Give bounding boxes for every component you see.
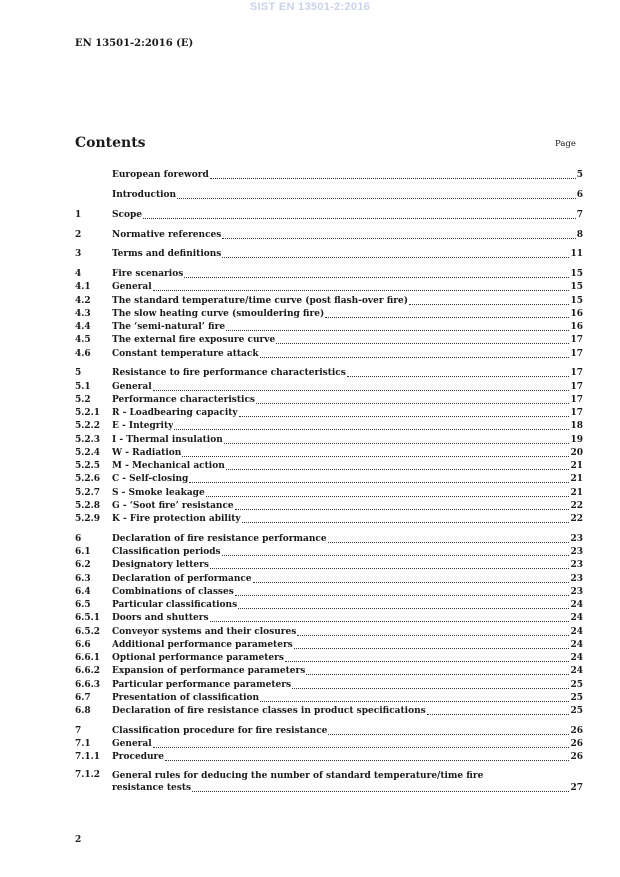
leader-dots [276, 343, 569, 344]
toc-entry-page: 6 [576, 190, 583, 200]
toc-entry-number: 7.1.1 [75, 752, 101, 763]
toc-entry[interactable] [75, 651, 583, 664]
toc-entry-page: 25 [570, 692, 583, 703]
toc-entry-title: Classification procedure for fire resistance [112, 725, 328, 736]
leader-dots [184, 277, 569, 278]
toc-entry-page: 23 [570, 533, 583, 544]
leader-dots [253, 582, 570, 583]
toc-entry[interactable] [75, 545, 583, 558]
toc-entry-page: 15 [570, 295, 583, 306]
toc-entry-page: 17 [570, 348, 583, 359]
toc-entry-title: S - Smoke leakage [112, 487, 205, 498]
toc-entry-page: 15 [570, 282, 583, 293]
toc-entry-title: European foreword [112, 170, 209, 181]
toc-entry-title: Terms and definitions [112, 249, 222, 260]
leader-dots [143, 218, 576, 219]
toc-entry-page: 23 [570, 586, 583, 597]
toc-entry-page: 24 [570, 626, 583, 637]
leader-dots [192, 791, 569, 792]
toc-entry-page: 11 [570, 249, 583, 260]
toc-entry-title: Procedure [112, 752, 165, 763]
toc-entry-number: 4.5 [75, 335, 91, 346]
toc-entry-page: 16 [570, 322, 583, 332]
toc-entry-title: Doors and shutters [112, 613, 209, 624]
toc-entry-title: Designatory letters [112, 560, 209, 571]
toc-entry-title: The external fire exposure curve [112, 335, 276, 346]
toc-entry-title: Resistance to fire performance characteristics [112, 368, 346, 379]
toc-entry-page: 26 [570, 752, 583, 763]
toc-entry-page: 21 [570, 487, 583, 498]
toc-entry-page: 23 [570, 573, 583, 584]
toc-entry-page: 7 [576, 209, 583, 220]
toc-entry[interactable] [75, 638, 583, 651]
toc-entry-page: 21 [570, 461, 583, 471]
toc-entry-title: Declaration of fire resistance performance [112, 533, 327, 544]
leader-dots [328, 542, 570, 543]
toc-entry-number: 6.6 [75, 639, 91, 650]
toc-entry[interactable] [75, 366, 583, 379]
toc-entry[interactable] [75, 704, 583, 717]
leader-dots [409, 304, 569, 305]
leader-dots [238, 608, 569, 609]
toc-entry-page: 24 [570, 613, 583, 624]
toc-entry-page: 17 [570, 381, 583, 392]
toc-entry-number: 5.2 [75, 394, 91, 405]
toc-entry-title: W - Radiation [112, 447, 182, 458]
leader-dots [226, 330, 569, 331]
leader-dots [292, 688, 569, 689]
toc-entry[interactable] [75, 598, 583, 611]
toc-entry-number: 4.6 [75, 348, 91, 359]
leader-dots [260, 357, 570, 358]
toc-entry-page: 26 [570, 725, 583, 736]
toc-entry-number: 5.2.8 [75, 500, 101, 511]
toc-entry-number: 6.7 [75, 692, 91, 703]
toc-entry-title: C - Self-closing [112, 474, 189, 485]
toc-entry-title: K - Fire protection ability [112, 514, 241, 524]
toc-entry-title-cont: resistance tests [112, 782, 192, 793]
toc-entry-title: G - ‘Soot fire’ resistance [112, 500, 234, 511]
toc-entry-number: 5.2.3 [75, 434, 101, 445]
toc-entry[interactable] [75, 227, 583, 240]
toc-entry-page: 5 [576, 170, 583, 181]
toc-entry-number: 6.6.3 [75, 679, 101, 690]
leader-dots [210, 568, 570, 569]
leader-dots [206, 496, 570, 497]
toc-entry-page: 24 [570, 653, 583, 663]
toc-entry-title: Normative references [112, 229, 222, 240]
page-column-label: Page [555, 139, 576, 149]
toc-entry-number: 5.2.2 [75, 421, 101, 432]
toc-entry-number: 1 [75, 209, 82, 220]
toc-entry[interactable] [75, 346, 583, 359]
leader-dots [222, 238, 575, 239]
toc-entry-number: 5.2.5 [75, 461, 101, 471]
toc-entry-title: The ‘semi-natural’ fire [112, 322, 226, 332]
toc-entry[interactable] [75, 168, 583, 181]
table-of-contents [75, 168, 583, 793]
leader-dots [153, 747, 570, 748]
toc-entry[interactable] [75, 485, 583, 498]
toc-entry-page: 8 [576, 229, 583, 240]
toc-entry-page: 24 [570, 666, 583, 677]
toc-entry-title: Declaration of fire resistance classes in product specifications [112, 706, 426, 716]
toc-entry-number: 5.1 [75, 381, 91, 392]
leader-dots [294, 648, 570, 649]
toc-entry-number: 4.4 [75, 322, 91, 332]
toc-entry-title: Optional performance parameters [112, 653, 284, 663]
toc-entry[interactable] [75, 624, 583, 637]
watermark: SIST EN 13501-2:2016 [249, 1, 371, 13]
leader-dots [153, 290, 570, 291]
toc-entry[interactable] [75, 267, 583, 280]
toc-entry[interactable] [75, 472, 583, 485]
leader-dots [297, 635, 569, 636]
document-id: EN 13501-2:2016 (E) [75, 38, 194, 49]
toc-entry-page: 23 [570, 560, 583, 571]
page-title: Contents [75, 135, 146, 151]
toc-entry[interactable] [75, 737, 583, 750]
toc-entry-number: 6.5.1 [75, 613, 101, 624]
toc-entry[interactable] [75, 208, 583, 221]
toc-entry-title: Presentation of classification [112, 692, 260, 703]
toc-entry-title: M - Mechanical action [112, 461, 225, 471]
toc-entry-page: 20 [570, 447, 583, 458]
toc-entry-title: Performance characteristics [112, 394, 255, 405]
toc-entry-title: Constant temperature attack [112, 348, 259, 359]
page-number: 2 [75, 835, 82, 845]
toc-entry-number: 7.1.2 [75, 769, 101, 780]
toc-entry-title: Particular performance parameters [112, 679, 292, 690]
leader-dots [239, 416, 570, 417]
toc-entry[interactable] [75, 769, 583, 793]
leader-dots [285, 661, 570, 662]
toc-entry-number: 5.2.6 [75, 474, 101, 485]
toc-entry[interactable] [75, 611, 583, 624]
toc-entry-title: I - Thermal insulation [112, 434, 223, 445]
leader-dots [174, 429, 569, 430]
leader-dots [222, 257, 569, 258]
toc-entry[interactable] [75, 293, 583, 306]
leader-dots [226, 469, 570, 470]
toc-entry-number: 7.1 [75, 739, 91, 749]
toc-entry-number: 5.2.7 [75, 487, 101, 498]
toc-entry-page: 17 [570, 335, 583, 346]
toc-entry-number: 4.1 [75, 282, 91, 293]
leader-dots [235, 509, 570, 510]
toc-entry-page: 17 [570, 394, 583, 405]
toc-entry-number: 6 [75, 533, 82, 544]
toc-entry[interactable] [75, 558, 583, 571]
leader-dots [210, 178, 576, 179]
toc-entry-number: 6.6.2 [75, 666, 101, 677]
toc-entry[interactable] [75, 307, 583, 320]
leader-dots [260, 701, 569, 702]
leader-dots [328, 734, 569, 735]
toc-entry-page: 17 [570, 408, 583, 418]
toc-entry-number: 5.2.1 [75, 408, 101, 418]
toc-entry-page: 15 [570, 269, 583, 279]
toc-entry[interactable] [75, 393, 583, 406]
toc-entry-number: 3 [75, 249, 82, 260]
toc-entry-title: Expansion of performance parameters [112, 666, 306, 677]
toc-entry-page: 22 [570, 500, 583, 511]
toc-entry[interactable] [75, 677, 583, 690]
toc-entry-number: 4.2 [75, 295, 91, 306]
toc-entry-page: 19 [570, 434, 583, 445]
toc-entry-page: 23 [570, 547, 583, 557]
toc-entry-page: 27 [570, 782, 583, 793]
toc-entry-title: Particular classifications [112, 600, 238, 610]
toc-entry[interactable] [75, 512, 583, 525]
toc-entry[interactable] [75, 532, 583, 545]
toc-entry[interactable] [75, 419, 583, 432]
toc-entry-page: 21 [570, 474, 583, 485]
toc-entry-title: Declaration of performance [112, 573, 252, 584]
toc-entry-number: 6.5 [75, 600, 91, 610]
toc-entry-number: 6.6.1 [75, 653, 101, 663]
toc-entry-title: General [112, 739, 152, 749]
toc-entry[interactable] [75, 406, 583, 419]
toc-entry-number: 5.2.4 [75, 447, 101, 458]
leader-dots [325, 317, 569, 318]
toc-entry-page: 24 [570, 600, 583, 610]
toc-entry-page: 16 [570, 308, 583, 319]
toc-entry[interactable] [75, 320, 583, 333]
toc-entry[interactable] [75, 664, 583, 677]
toc-entry-title: Introduction [112, 190, 177, 200]
toc-entry[interactable] [75, 247, 583, 260]
leader-dots [306, 674, 569, 675]
leader-dots [189, 482, 569, 483]
leader-dots [427, 714, 570, 715]
toc-entry[interactable] [75, 585, 583, 598]
leader-dots [153, 390, 570, 391]
leader-dots [224, 443, 570, 444]
toc-entry[interactable] [75, 459, 583, 472]
leader-dots [210, 621, 570, 622]
toc-entry-page: 22 [570, 514, 583, 524]
toc-entry[interactable] [75, 571, 583, 584]
toc-entry-title: General rules for deducing the number of standard temperature/time fire [112, 770, 484, 781]
toc-entry-page: 17 [570, 368, 583, 379]
toc-entry-page: 25 [570, 679, 583, 690]
toc-entry-title: General [112, 282, 152, 293]
toc-entry[interactable] [75, 446, 583, 459]
toc-entry-number: 6.8 [75, 706, 91, 716]
leader-dots [256, 403, 569, 404]
leader-dots [222, 555, 570, 556]
toc-entry[interactable] [75, 499, 583, 512]
toc-entry-title: Additional performance parameters [112, 639, 293, 650]
toc-entry-number: 5 [75, 368, 82, 379]
toc-entry[interactable] [75, 280, 583, 293]
toc-entry-title: Classification periods [112, 547, 221, 557]
toc-entry-page: 18 [570, 421, 583, 432]
toc-entry-title: E - Integrity [112, 421, 174, 432]
leader-dots [235, 595, 570, 596]
leader-dots [242, 522, 570, 523]
toc-entry-number: 2 [75, 229, 82, 240]
toc-entry[interactable] [75, 333, 583, 346]
toc-entry-title: The standard temperature/time curve (post flash-over fire) [112, 295, 408, 306]
toc-entry-title: The slow heating curve (smouldering fire) [112, 308, 325, 319]
toc-entry[interactable] [75, 691, 583, 704]
toc-entry-number: 6.4 [75, 586, 91, 597]
toc-entry-number: 6.2 [75, 560, 91, 571]
toc-entry-number: 5.2.9 [75, 514, 101, 524]
toc-entry[interactable] [75, 188, 583, 201]
toc-entry-title: R - Loadbearing capacity [112, 408, 238, 418]
toc-entry-page: 25 [570, 706, 583, 716]
toc-entry-page: 26 [570, 739, 583, 749]
leader-dots [177, 198, 576, 199]
toc-entry-title: Combinations of classes [112, 586, 234, 597]
toc-entry-number: 4 [75, 269, 82, 279]
toc-entry-number: 4.3 [75, 308, 91, 319]
toc-entry[interactable] [75, 750, 583, 763]
toc-entry-number: 7 [75, 725, 82, 736]
toc-entry[interactable] [75, 379, 583, 392]
leader-dots [182, 456, 569, 457]
toc-entry[interactable] [75, 724, 583, 737]
toc-entry-title: Scope [112, 209, 143, 220]
toc-entry-title: Fire scenarios [112, 269, 184, 279]
toc-entry-number: 6.3 [75, 573, 91, 584]
toc-entry-number: 6.5.2 [75, 626, 101, 637]
leader-dots [165, 760, 569, 761]
toc-entry-title: Conveyor systems and their closures [112, 626, 297, 637]
toc-entry-title: General [112, 381, 152, 392]
leader-dots [347, 376, 570, 377]
toc-entry-page: 24 [570, 639, 583, 650]
toc-entry-number: 6.1 [75, 547, 91, 557]
toc-entry[interactable] [75, 432, 583, 445]
